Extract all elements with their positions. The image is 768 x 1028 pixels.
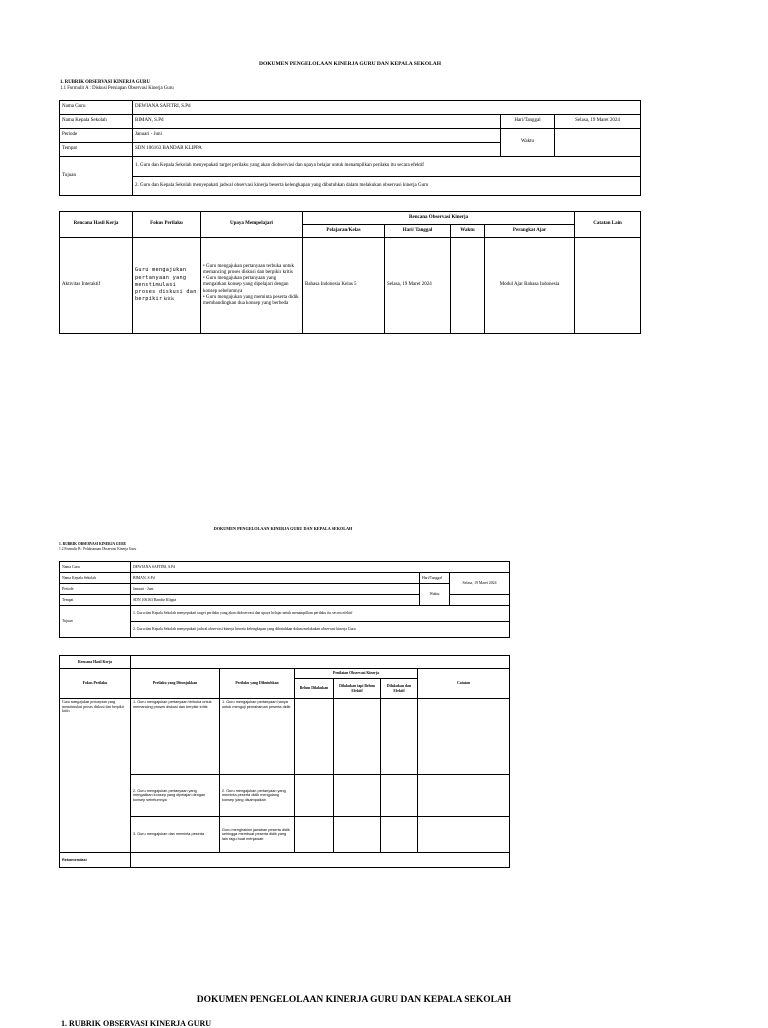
doc2-info-table bbox=[59, 561, 510, 638]
header-efektif: Dilakukan dan Efektif bbox=[381, 679, 418, 699]
header-rencana-observasi: Rencana Observasi Kinerja bbox=[303, 212, 575, 225]
header-fokus: Fokus Perilaku bbox=[60, 669, 131, 699]
header-catatan: Catatan Lain bbox=[575, 212, 641, 238]
header-fokus: Fokus Perilaku bbox=[133, 212, 201, 238]
header-penilaian: Penilaian Observasi Kinerja bbox=[295, 669, 418, 679]
header-pelajaran: Pelajaran/Kelas bbox=[303, 225, 385, 238]
nama-guru: DEWIANA SAFITRI, S.Pd bbox=[133, 101, 641, 115]
doc2-section: 1. RUBRIK OBSERVASI KINERJA GURU bbox=[59, 542, 127, 546]
rekomendasi-label: Rekomendasi bbox=[60, 853, 131, 868]
waktu-value bbox=[451, 238, 485, 334]
periode: Januari - Juni bbox=[133, 129, 501, 143]
tempat: SDN 106163 BANDAR KLIPPA bbox=[133, 143, 501, 157]
tujuan-2: 2. Guru dan Kepala Sekolah menyepakati jadwal observasi kinerja beserta kelengkapan yang dibutuhkan dalam melakukan observasi kinerja Guru bbox=[133, 177, 641, 196]
label: Tempat bbox=[60, 143, 133, 157]
header-waktu: Waktu bbox=[451, 225, 485, 238]
ditunjukkan-2: 2. Guru mengajukan pertanyaan yang mengaitkan konsep yang dipelajari dengan konsep sebelumnya bbox=[131, 775, 220, 817]
upaya-item: • Guru mengajukan pertanyaan terbuka untuk memancing proses diskusi dan berpikir kritis bbox=[203, 263, 295, 275]
doc2-title: DOKUMEN PENGELOLAAN KINERJA GURU DAN KEPALA SEKOLAH bbox=[213, 526, 353, 531]
tempat: SDN 106163 Bandar Klippa bbox=[131, 595, 420, 606]
header-tapi-belum: Dilakukan tapi Belum Efektif bbox=[334, 679, 381, 699]
waktu bbox=[450, 595, 510, 606]
tujuan-1: 1. Guru dan Kepala Sekolah menyepakati target perilaku yang akan diobservasi dan upaya belajar untuk menampilkan perilaku itu secara efektif bbox=[131, 606, 510, 622]
fokus-value bbox=[133, 238, 201, 334]
ditunjukkan-1: 1. Guru mengajukan pertanyaan terbuka untuk memancing proses diskusi dan berpikir kritis bbox=[131, 699, 220, 775]
label: Hari/Tanggal bbox=[501, 115, 555, 129]
label: Nama Guru bbox=[60, 562, 131, 573]
upaya-value bbox=[201, 238, 303, 334]
doc1-info-table bbox=[59, 100, 641, 196]
dibutuhkan-3: Guru menghakimi jawaban peserta didik sehingga membuat peserta didik yang lain ragu buat menjawab bbox=[220, 817, 295, 853]
header-catatan: Catatan bbox=[418, 669, 510, 699]
check-cell bbox=[334, 775, 381, 817]
label: Waktu bbox=[501, 129, 555, 157]
upaya-item: • Guru mengajukan pertanyaan yang mengaitkan konsep yang dipelajari dengan konsep sebelumnya bbox=[203, 276, 289, 294]
header-hari: Hari/ Tanggal bbox=[385, 225, 451, 238]
label: Tujuan bbox=[60, 606, 131, 638]
header-perangkat: Perangkat Ajar bbox=[485, 225, 575, 238]
header-belum: Belum Dilakukan bbox=[295, 679, 334, 699]
rencana-value: Aktivitas Interaktif bbox=[60, 238, 133, 334]
label: Nama Kepala Sekolah bbox=[60, 573, 131, 584]
catatan-cell bbox=[418, 775, 510, 817]
perangkat-value: Modul Ajar Bahasa Indonesia bbox=[485, 238, 575, 334]
check-cell bbox=[334, 699, 381, 775]
check-cell bbox=[381, 775, 418, 817]
hari-tanggal: Selasa, 19 Maret 2024 bbox=[555, 115, 641, 129]
check-cell bbox=[295, 699, 334, 775]
doc1-section: 1. RUBRIK OBSERVASI KINERJA GURU bbox=[60, 80, 150, 85]
label: Hari/Tanggal bbox=[420, 573, 450, 584]
label: Nama Kepala Sekolah bbox=[60, 115, 133, 129]
label: Periode bbox=[60, 584, 131, 595]
header-ditunjukkan: Perilaku yang Ditunjukkan bbox=[131, 669, 220, 699]
header-upaya: Upaya Mempelajari bbox=[201, 212, 303, 238]
ditunjukkan-3: 3. Guru mengajukan dan meminta peserta bbox=[131, 817, 220, 853]
doc1-plan-table bbox=[59, 211, 641, 334]
header-rencana: Rencana Hasil Kerja bbox=[60, 656, 131, 669]
kepala-sekolah: BIMAN, S.Pd bbox=[133, 115, 501, 129]
check-cell bbox=[295, 775, 334, 817]
upaya-item: • Guru mengajukan yang meminta peserta didik membandingkan dua konsep yang berbeda bbox=[203, 294, 299, 306]
hari-value: Selasa, 19 Maret 2024 bbox=[385, 238, 451, 334]
pelajaran-value: Bahasa Indonesia Kelas 5 bbox=[303, 238, 385, 334]
header-dibutuhkan: Perilaku yang Dibutuhkan bbox=[220, 669, 295, 699]
fokus-text-tail: kritis bbox=[163, 297, 174, 303]
tujuan-2: 2. Guru dan Kepala Sekolah menyepakati jadwal observasi kinerja beserta kelengkapan yang dibutuhkan dalam melakukan observasi kinerja Guru bbox=[131, 622, 510, 638]
fokus-value: Guru mengajukan pertanyaan yang menstimulasi proses diskusi dan berpikir kritis bbox=[60, 699, 131, 853]
label: Periode bbox=[60, 129, 133, 143]
check-cell bbox=[381, 699, 418, 775]
label: Waktu bbox=[420, 584, 450, 606]
label: Nama Guru bbox=[60, 101, 133, 115]
kepala-sekolah: BIMAN, S.Pd bbox=[131, 573, 420, 584]
periode: Januari - Juni bbox=[131, 584, 420, 595]
catatan-cell bbox=[418, 699, 510, 775]
header-rencana: Rencana Hasil Kerja bbox=[60, 212, 133, 238]
check-cell bbox=[334, 817, 381, 853]
tujuan-1: 1. Guru dan Kepala Sekolah menyepakati target perilaku yang akan diobservasi dan upaya belajar untuk menampilkan perilaku itu secara efektif bbox=[133, 157, 641, 177]
label: Tempat bbox=[60, 595, 131, 606]
fokus-text: Guru mengajukan pertanyaan yang menstimulasi proses diskusi dan berpikir bbox=[135, 267, 197, 303]
doc2-observation-table bbox=[59, 655, 510, 868]
label: Tujuan bbox=[60, 157, 133, 196]
doc1-subsection: 1.1 Formulir A : Diskusi Persiapan Observasi Kinerja Guru bbox=[60, 86, 174, 91]
rencana-value bbox=[131, 656, 510, 669]
dibutuhkan-2: 2. Guru mengajukan pertanyaan yang meminta peserta didik mengulang konsep yang disampaikan bbox=[220, 775, 295, 817]
catatan-cell bbox=[418, 817, 510, 853]
check-cell bbox=[381, 817, 418, 853]
hari-tanggal: Selasa, 19 Maret 2024 bbox=[450, 573, 510, 595]
rekomendasi-value bbox=[131, 853, 510, 868]
nama-guru: DEWIANA SAFITRI, S.Pd bbox=[131, 562, 510, 573]
dibutuhkan-1: 1. Guru mengajukan pertanyaan hanya untuk menguji pemahaman peserta didik bbox=[220, 699, 295, 775]
doc3-section: 1. RUBRIK OBSERVASI KINERJA GURU bbox=[61, 1019, 212, 1028]
catatan-value bbox=[575, 238, 641, 334]
doc2-subsection: 1.2 Formulir B : Pelaksanaan Observasi Kinerja Guru bbox=[59, 547, 137, 551]
check-cell bbox=[295, 817, 334, 853]
doc1-title: DOKUMEN PENGELOLAAN KINERJA GURU DAN KEPALA SEKOLAH bbox=[258, 61, 442, 67]
doc3-title: DOKUMEN PENGELOLAAN KINERJA GURU DAN KEPALA SEKOLAH bbox=[196, 995, 512, 1005]
waktu bbox=[555, 129, 641, 157]
